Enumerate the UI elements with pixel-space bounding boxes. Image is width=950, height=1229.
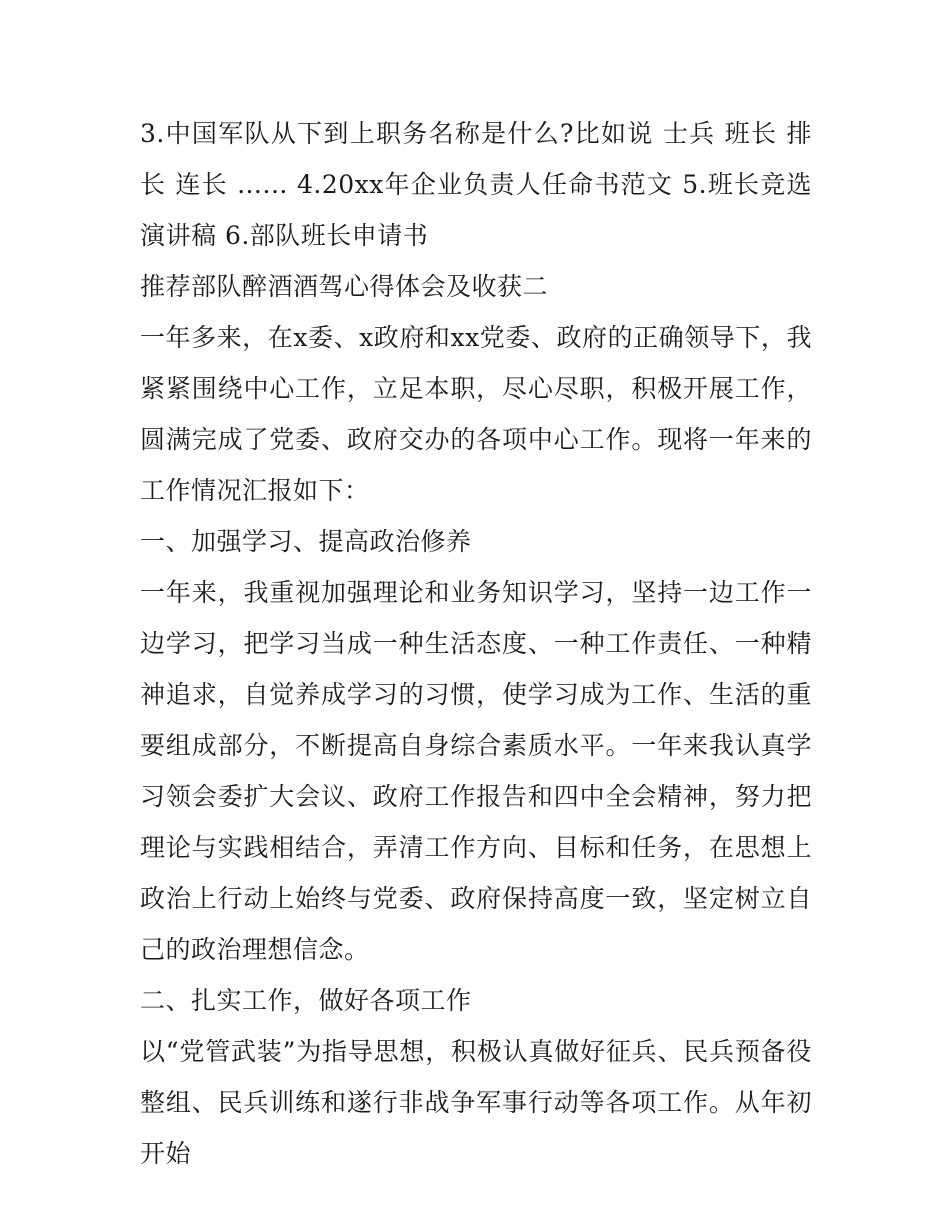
section-heading-2: 二、扎实工作，做好各项工作 (140, 986, 472, 1015)
related-list-paragraph: 3.中国军队从下到上职务名称是什么?比如说 士兵 班长 排长 连长 …... 4.20xx年企业负责人任命书范文 5.班长竞选演讲稿 6.部队班长申请书 (140, 119, 812, 250)
section-heading-1: 一、加强学习、提高政治修养 (140, 527, 472, 556)
section-2-paragraph: 以“党管武装”为指导思想，积极认真做好征兵、民兵预备役整组、民兵训练和遂行非战争军事行动等各项工作。从年初开始 (140, 1037, 812, 1168)
section-1-paragraph: 一年来，我重视加强理论和业务知识学习，坚持一边工作一边学习，把学习当成一种生活态度、一种工作责任、一种精神追求，自觉养成学习的习惯，使学习成为工作、生活的重要组成部分，不断提高自身综合素质水平。一年来我认真学习领会委扩大会议、政府工作报告和四中全会精神，努力把理论与实践相结合，弄清工作方向、目标和任务，在思想上政治上行动上始终与党委、政府保持高度一致，坚定树立自己的政治理想信念。 (140, 578, 812, 964)
document-title: 推荐部队醉酒酒驾心得体会及收获二 (140, 272, 549, 301)
document-body (140, 108, 812, 1179)
intro-paragraph: 一年多来，在x委、x政府和xx党委、政府的正确领导下，我紧紧围绕中心工作，立足本职，尽心尽职，积极开展工作，圆满完成了党委、政府交办的各项中心工作。现将一年来的工作情况汇报如下： (140, 323, 812, 505)
